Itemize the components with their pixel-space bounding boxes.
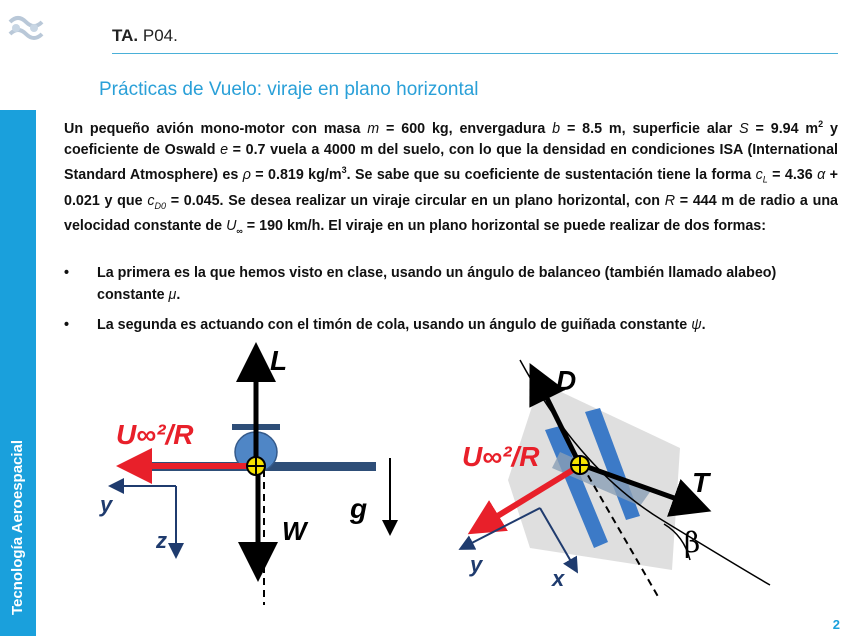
- problem-paragraph: Un pequeño avión mono-motor con masa m = 600 kg, envergadura b = 8.5 m, superficie alar S = 9.94 $m^2$ y coeficiente de Oswald e = 0.7 vuela a 4000 m del suelo, con lo que la densidad en condiciones ISA (International Standard Atmosphere) es ρ = 0.819 $kg/m^3$. Se sabe que su coeficiente de sustentación tiene la forma $c_L = 4.36$ α + 0.021 y que $c_{D0} = 0.045$. Se desea realizar un viraje circular en un plano horizontal, con R = 444 m de radio a una velocidad constante de $U_\infty = 190$ km/h. El viraje en un plano horizontal se puede realizar de dos formas:: [64, 119, 839, 237]
- gravity-label: g: [350, 493, 368, 524]
- header-code-number: P04.: [142, 26, 178, 45]
- y-axis-label: y: [100, 492, 113, 517]
- y-axis-label-right: y: [470, 552, 483, 577]
- sidebar-label: Tecnología Aeroespacial: [9, 439, 26, 615]
- z-axis-label: z: [156, 528, 167, 553]
- thrust-label: T: [692, 467, 710, 498]
- drag-label: D: [556, 365, 577, 396]
- right-figure: [462, 360, 770, 600]
- section-title: Prácticas de Vuelo: viraje en plano horizontal: [99, 79, 479, 100]
- weight-label: W: [282, 516, 307, 546]
- x-axis-label: x: [552, 566, 565, 591]
- list-item: • La primera es la que hemos visto en clase, usando un ángulo de balanceo (también llamado alabeo) constante μ.: [64, 265, 777, 303]
- left-figure: [99, 345, 390, 605]
- header-prefix: TA.: [112, 26, 139, 45]
- lift-label: L: [270, 345, 288, 376]
- page-number: 2: [832, 617, 840, 632]
- centripetal-label: U∞²/R: [116, 419, 194, 450]
- beta-label: β: [684, 526, 701, 559]
- centripetal-label-right: U∞²/R: [462, 441, 540, 472]
- list-item: • La segunda es actuando con el timón de cola, usando un ángulo de guiñada constante ψ.: [64, 317, 706, 333]
